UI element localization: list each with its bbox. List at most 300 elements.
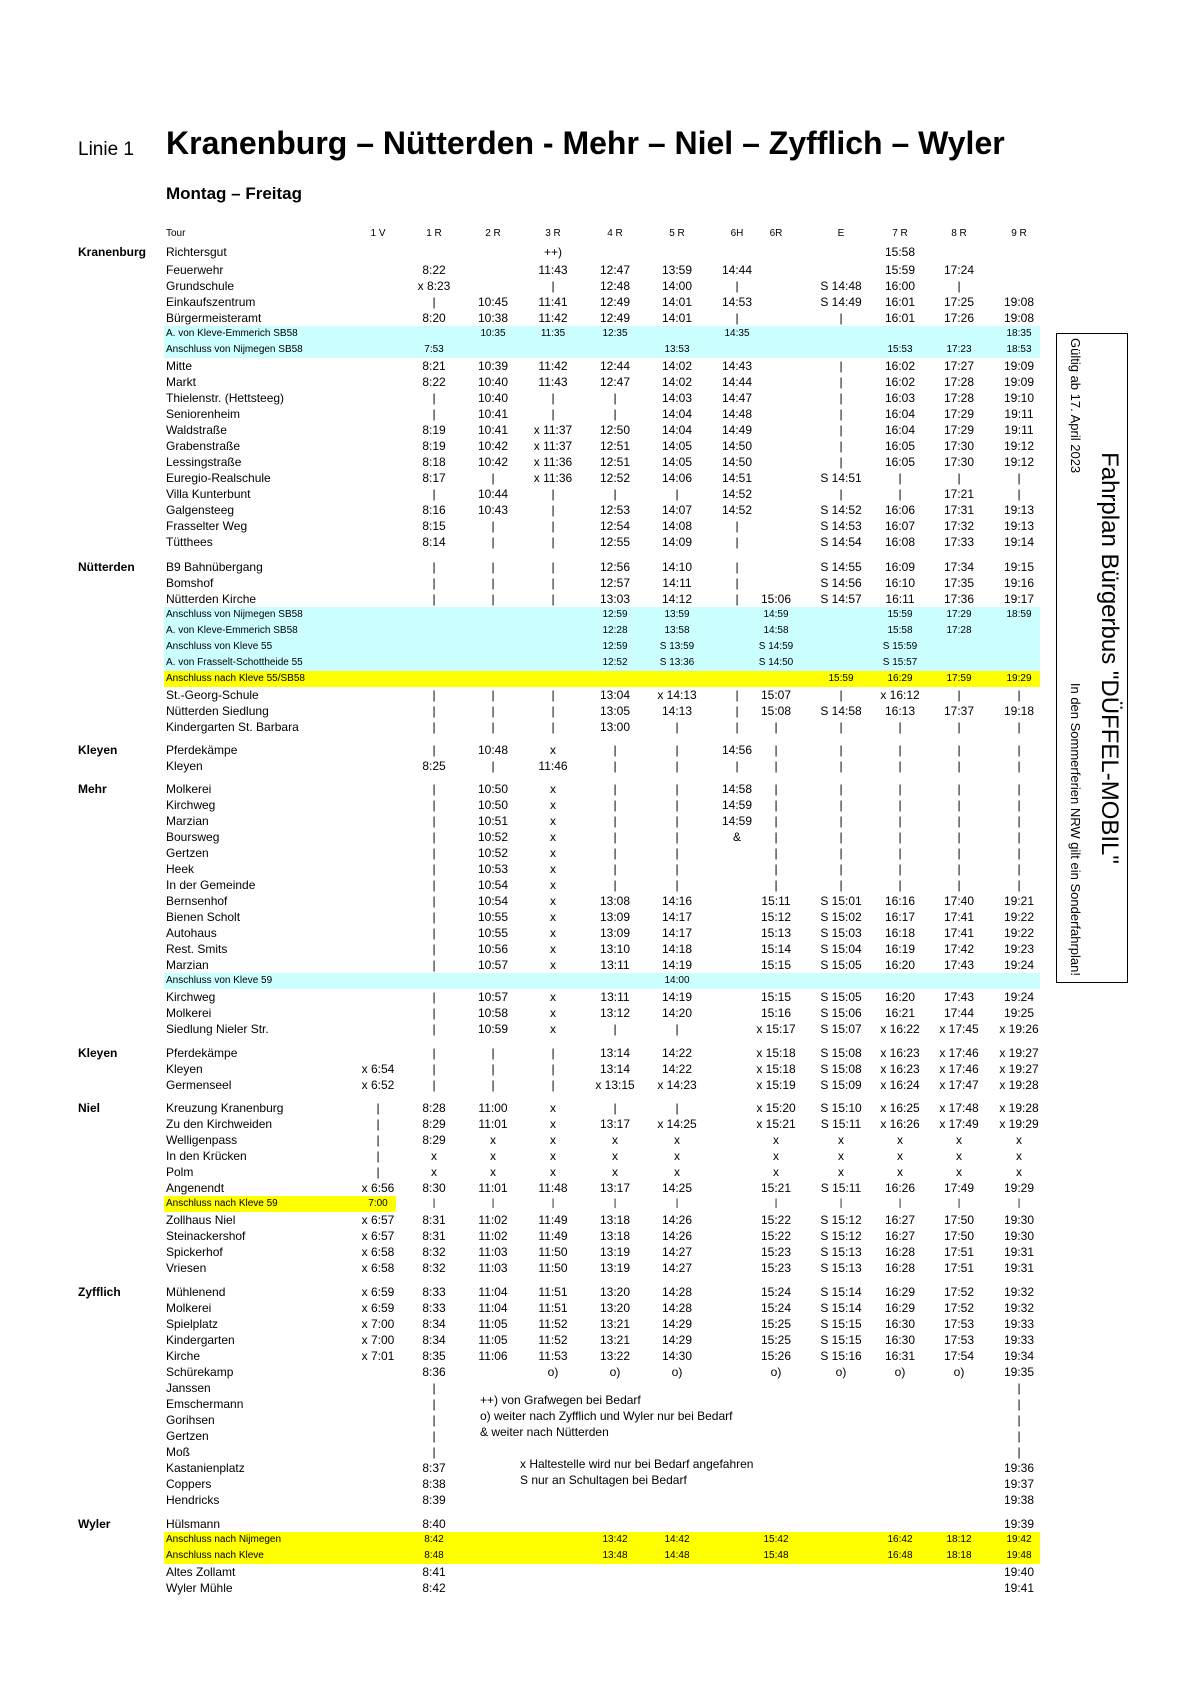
time-cell: 8:42	[422, 1581, 446, 1595]
time-cell: 16:29	[887, 673, 913, 684]
stop-name: Euregio-Realschule	[166, 471, 271, 485]
time-cell: S 15:05	[820, 958, 862, 972]
time-cell: |	[613, 862, 617, 876]
time-cell: |	[491, 1062, 495, 1076]
time-cell: S 15:13	[820, 1261, 862, 1275]
time-cell: |	[432, 926, 436, 940]
time-cell: 17:50	[943, 1213, 975, 1227]
timetable-row	[0, 1132, 1060, 1148]
time-cell: 13:53	[664, 344, 690, 355]
time-cell: 13:10	[599, 942, 631, 956]
time-cell: 8:17	[422, 471, 446, 485]
time-cell: 16:02	[884, 359, 916, 373]
time-cell: 19:17	[1003, 592, 1035, 606]
time-cell: 14:10	[661, 560, 693, 574]
time-cell: |	[551, 1078, 555, 1092]
time-cell: 14:04	[661, 423, 693, 437]
time-cell: 10:45	[477, 295, 509, 309]
time-cell: 12:59	[602, 609, 628, 620]
time-cell: |	[551, 560, 555, 574]
time-cell: |	[551, 391, 555, 405]
stop-name: Anschluss nach Kleve 55/SB58	[166, 673, 305, 684]
time-cell: 13:21	[599, 1317, 631, 1331]
stop-name: Kastanienplatz	[166, 1461, 245, 1475]
time-cell: |	[551, 487, 555, 501]
stop-name: Gertzen	[166, 846, 209, 860]
timetable-row	[0, 607, 1060, 623]
time-cell: S 15:05	[820, 990, 862, 1004]
time-cell: 18:53	[1006, 344, 1032, 355]
time-cell: 19:32	[1003, 1285, 1035, 1299]
time-cell: 14:09	[661, 535, 693, 549]
time-cell: |	[898, 487, 902, 501]
time-cell: |	[551, 576, 555, 590]
side-box-title: Fahrplan Bürgerbus "DÜFFEL-MOBIL"	[1096, 452, 1123, 864]
valid-from-note: Gültig ab 17. April 2023	[1068, 338, 1083, 474]
time-cell: 14:47	[721, 391, 753, 405]
time-cell: |	[491, 471, 495, 485]
time-cell: |	[774, 830, 778, 844]
time-cell: x	[550, 958, 556, 972]
time-cell: |	[432, 704, 436, 718]
time-cell: 19:08	[1003, 295, 1035, 309]
stop-name: Waldstraße	[166, 423, 227, 437]
time-cell: x 11:36	[533, 471, 573, 485]
time-cell: |	[675, 782, 679, 796]
time-cell: 14:13	[661, 704, 693, 718]
time-cell: S 15:12	[820, 1213, 862, 1227]
time-cell: x 6:59	[361, 1301, 395, 1315]
time-cell: 8:20	[422, 311, 446, 325]
time-cell: 11:53	[538, 1349, 568, 1363]
time-cell: 19:14	[1003, 535, 1035, 549]
time-cell: 8:14	[422, 535, 446, 549]
time-cell: 15:58	[887, 625, 913, 636]
timetable-row	[0, 1180, 1060, 1196]
time-cell: 10:44	[477, 487, 509, 501]
time-cell: 14:53	[721, 295, 753, 309]
time-cell: 19:33	[1003, 1317, 1035, 1331]
time-cell: x	[550, 1117, 556, 1131]
time-cell: 19:35	[1003, 1365, 1035, 1379]
time-cell: 15:53	[887, 344, 913, 355]
timetable-row	[0, 1580, 1060, 1596]
time-cell: |	[957, 862, 961, 876]
time-cell: 12:54	[599, 519, 631, 533]
timetable-row	[0, 1196, 1060, 1212]
time-cell: x	[612, 1165, 618, 1179]
time-cell: 13:17	[599, 1181, 631, 1195]
time-cell: 10:35	[480, 328, 506, 339]
timetable-row	[0, 326, 1060, 342]
time-cell: |	[432, 1429, 436, 1443]
time-cell: 11:06	[478, 1349, 508, 1363]
stop-name: Mitte	[166, 359, 193, 373]
time-cell: 15:15	[760, 958, 792, 972]
time-cell: 17:33	[943, 535, 975, 549]
time-cell: 16:29	[884, 1285, 916, 1299]
stop-name: Polm	[166, 1165, 194, 1179]
timetable-row	[0, 1564, 1060, 1580]
time-cell: 14:35	[724, 328, 750, 339]
time-cell: |	[432, 743, 436, 757]
time-cell: |	[839, 359, 843, 373]
time-cell: 17:42	[943, 942, 975, 956]
time-cell: x 16:26	[880, 1117, 920, 1131]
stop-name: Hendricks	[166, 1493, 220, 1507]
time-cell: x	[550, 798, 556, 812]
timetable-row	[0, 1005, 1060, 1021]
time-cell: S 15:02	[820, 910, 862, 924]
time-cell: 8:34	[422, 1317, 446, 1331]
time-cell: 16:03	[884, 391, 916, 405]
time-cell: 13:20	[599, 1301, 631, 1315]
time-cell: 17:32	[943, 519, 975, 533]
timetable-row	[0, 687, 1060, 703]
time-cell: 11:50	[538, 1261, 568, 1275]
time-cell: S 14:57	[820, 592, 862, 606]
time-cell: 16:13	[884, 704, 916, 718]
time-cell: |	[432, 1381, 436, 1395]
time-cell: 17:31	[943, 503, 975, 517]
time-cell: 12:52	[602, 657, 628, 668]
time-cell: 17:51	[943, 1261, 975, 1275]
time-cell: |	[774, 782, 778, 796]
time-cell: o)	[953, 1365, 965, 1379]
time-cell: |	[491, 535, 495, 549]
time-cell: |	[774, 720, 778, 734]
time-cell: x 19:28	[999, 1078, 1039, 1092]
time-cell: |	[432, 560, 436, 574]
time-cell: 14:29	[661, 1317, 693, 1331]
time-cell: 13:58	[664, 625, 690, 636]
time-cell: |	[735, 592, 739, 606]
time-cell: 11:50	[538, 1245, 568, 1259]
time-cell: |	[1017, 846, 1021, 860]
time-cell: 19:22	[1003, 926, 1035, 940]
timetable-row	[0, 1100, 1060, 1116]
time-cell: x	[550, 1022, 556, 1036]
time-cell: x 7:00	[361, 1317, 395, 1331]
time-cell: 10:54	[477, 894, 509, 908]
time-cell: |	[735, 576, 739, 590]
time-cell: 8:15	[422, 519, 446, 533]
time-cell: |	[376, 1133, 380, 1147]
time-cell: 17:30	[943, 439, 975, 453]
time-cell: |	[839, 1198, 843, 1209]
stop-name: Anschluss nach Kleve 59	[166, 1198, 278, 1209]
time-cell: x	[550, 1165, 556, 1179]
time-cell: 10:50	[477, 798, 509, 812]
line-number: Linie 1	[78, 139, 134, 160]
time-cell: S 14:51	[820, 471, 862, 485]
time-cell: 10:41	[477, 423, 509, 437]
time-cell: 19:09	[1003, 359, 1035, 373]
stop-name: Schürekamp	[166, 1365, 234, 1379]
time-cell: 11:01	[478, 1181, 508, 1195]
time-cell: |	[491, 519, 495, 533]
time-cell: x 16:25	[880, 1101, 920, 1115]
time-cell: 18:35	[1006, 328, 1032, 339]
time-cell: ++)	[543, 245, 563, 259]
timetable-row	[0, 422, 1060, 438]
time-cell: 16:42	[887, 1534, 913, 1545]
time-cell: |	[1017, 471, 1021, 485]
stop-name: In der Gemeinde	[166, 878, 256, 892]
time-cell: x	[674, 1165, 680, 1179]
timetable-row	[0, 262, 1060, 278]
time-cell: |	[839, 830, 843, 844]
note-grafwegen: ++) von Grafwegen bei Bedarf	[480, 1393, 641, 1407]
time-cell: 19:15	[1003, 560, 1035, 574]
time-cell: S 15:10	[820, 1101, 862, 1115]
timetable-header-row	[0, 226, 1060, 242]
timetable-row	[0, 1364, 1060, 1380]
time-cell: |	[735, 688, 739, 702]
time-cell: 14:59	[721, 798, 753, 812]
time-cell: |	[735, 704, 739, 718]
time-cell: 11:04	[478, 1301, 508, 1315]
time-cell: 16:04	[884, 407, 916, 421]
stop-name: Nütterden Kirche	[166, 592, 257, 606]
stop-name: Hülsmann	[166, 1517, 221, 1531]
time-cell: 7:53	[424, 344, 444, 355]
stop-name: Zollhaus Niel	[166, 1213, 236, 1227]
time-cell: 11:01	[478, 1117, 508, 1131]
time-cell: S 15:08	[820, 1046, 862, 1060]
time-cell: |	[957, 279, 961, 293]
time-cell: 17:41	[943, 910, 975, 924]
time-cell: 8:34	[422, 1333, 446, 1347]
time-cell: S 15:59	[882, 641, 918, 652]
time-cell: 11:52	[538, 1317, 568, 1331]
time-cell: 8:32	[422, 1261, 446, 1275]
time-cell: 16:11	[885, 592, 915, 606]
time-cell: |	[613, 391, 617, 405]
time-cell: x	[550, 878, 556, 892]
stop-name: A. von Kleve-Emmerich SB58	[166, 625, 298, 636]
time-cell: 15:26	[760, 1349, 792, 1363]
time-cell: |	[432, 487, 436, 501]
time-cell: |	[613, 407, 617, 421]
time-cell: x 17:46	[939, 1062, 979, 1076]
time-cell: 16:01	[884, 311, 916, 325]
time-cell: 17:25	[943, 295, 975, 309]
place-group-label: Kranenburg	[78, 245, 147, 259]
timetable-row	[0, 374, 1060, 390]
note-nuetterden: & weiter nach Nütterden	[480, 1425, 609, 1439]
time-cell: 17:24	[943, 263, 975, 277]
stop-name: Welligenpass	[166, 1133, 238, 1147]
timetable-row	[0, 973, 1060, 989]
time-cell: x 11:37	[533, 439, 573, 453]
time-cell: 12:50	[599, 423, 631, 437]
timetable-row	[0, 1260, 1060, 1276]
time-cell: x	[550, 743, 556, 757]
time-cell: 15:58	[884, 245, 916, 259]
time-cell: 11:52	[538, 1333, 568, 1347]
timetable-row	[0, 1164, 1060, 1180]
time-cell: |	[376, 1165, 380, 1179]
time-cell: 13:22	[599, 1349, 631, 1363]
time-cell: x	[550, 942, 556, 956]
stop-name: Kirchweg	[166, 990, 216, 1004]
time-cell: |	[551, 688, 555, 702]
time-cell: 13:59	[664, 609, 690, 620]
time-cell: 14:01	[661, 311, 693, 325]
tour-label: Tour	[166, 228, 186, 239]
stop-name: Molkerei	[166, 782, 212, 796]
time-cell: 11:05	[478, 1317, 508, 1331]
time-cell: o)	[835, 1365, 847, 1379]
time-cell: |	[735, 535, 739, 549]
time-cell: 14:20	[661, 1006, 693, 1020]
time-cell: |	[432, 846, 436, 860]
time-cell: x	[550, 990, 556, 1004]
time-cell: 12:49	[599, 295, 631, 309]
timetable-row	[0, 623, 1060, 639]
stop-name: Anschluss nach Kleve	[166, 1550, 264, 1561]
time-cell: x 14:23	[657, 1078, 697, 1092]
time-cell: |	[613, 846, 617, 860]
time-cell: 17:28	[943, 391, 975, 405]
time-cell: 17:27	[943, 359, 975, 373]
time-cell: 14:17	[661, 926, 693, 940]
time-cell: 14:59	[721, 814, 753, 828]
time-cell: S 15:13	[820, 1245, 862, 1259]
time-cell: x	[550, 846, 556, 860]
stop-name: Molkerei	[166, 1301, 212, 1315]
time-cell: 13:18	[599, 1213, 631, 1227]
stop-name: Marzian	[166, 958, 209, 972]
time-cell: 13:18	[599, 1229, 631, 1243]
time-cell: |	[898, 471, 902, 485]
time-cell: 16:02	[884, 375, 916, 389]
time-cell: 11:43	[538, 263, 568, 277]
tour-column-header: 5 R	[669, 228, 685, 239]
time-cell: 14:11	[662, 576, 692, 590]
time-cell: S 15:57	[882, 657, 918, 668]
timetable-row	[0, 829, 1060, 845]
time-cell: 17:26	[943, 311, 975, 325]
time-cell: |	[898, 759, 902, 773]
time-cell: 10:40	[477, 391, 509, 405]
time-cell: 19:10	[1003, 391, 1035, 405]
timetable-row	[0, 671, 1060, 687]
time-cell: 10:52	[477, 846, 509, 860]
time-cell: |	[432, 720, 436, 734]
time-cell: |	[957, 720, 961, 734]
time-cell: |	[432, 688, 436, 702]
time-cell: |	[839, 391, 843, 405]
time-cell: 19:11	[1004, 407, 1034, 421]
stop-name: Heek	[166, 862, 195, 876]
time-cell: 10:42	[477, 455, 509, 469]
time-cell: 12:57	[599, 576, 631, 590]
time-cell: o)	[547, 1365, 559, 1379]
tour-column-header: 1 V	[370, 228, 386, 239]
time-cell: 11:02	[478, 1213, 508, 1227]
time-cell: |	[432, 942, 436, 956]
time-cell: |	[898, 878, 902, 892]
time-cell: 11:51	[538, 1301, 568, 1315]
time-cell: 13:19	[599, 1245, 631, 1259]
time-cell: 16:31	[884, 1349, 916, 1363]
time-cell: |	[839, 862, 843, 876]
time-cell: 13:48	[602, 1550, 628, 1561]
time-cell: 15:15	[760, 990, 792, 1004]
time-cell: S 15:03	[820, 926, 862, 940]
time-cell: 12:59	[602, 641, 628, 652]
time-cell: 16:26	[884, 1181, 916, 1195]
timetable-row	[0, 1532, 1060, 1548]
time-cell: |	[491, 1046, 495, 1060]
time-cell: 16:27	[884, 1229, 916, 1243]
stop-name: Grundschule	[166, 279, 235, 293]
time-cell: |	[898, 1198, 902, 1209]
time-cell: S 15:14	[820, 1301, 862, 1315]
time-cell: x	[431, 1165, 437, 1179]
time-cell: 8:35	[422, 1349, 446, 1363]
time-cell: 14:28	[661, 1301, 693, 1315]
time-cell: 10:39	[477, 359, 509, 373]
time-cell: |	[1017, 1413, 1021, 1427]
time-cell: |	[774, 862, 778, 876]
stop-name: Seniorenheim	[166, 407, 241, 421]
time-cell: x 15:21	[756, 1117, 796, 1131]
time-cell: 8:28	[422, 1101, 446, 1115]
time-cell: x	[550, 894, 556, 908]
timetable-row	[0, 845, 1060, 861]
time-cell: x 7:01	[361, 1349, 395, 1363]
time-cell: x 6:56	[361, 1181, 395, 1195]
time-cell: |	[774, 743, 778, 757]
time-cell: |	[957, 830, 961, 844]
time-cell: 15:59	[828, 673, 854, 684]
stop-name: Janssen	[166, 1381, 211, 1395]
time-cell: 17:50	[943, 1229, 975, 1243]
stop-name: Gorihsen	[166, 1413, 215, 1427]
time-cell: S 15:06	[820, 1006, 862, 1020]
time-cell: 8:31	[422, 1229, 446, 1243]
time-cell: 19:36	[1003, 1461, 1035, 1475]
time-cell: o)	[671, 1365, 683, 1379]
time-cell: x	[773, 1149, 779, 1163]
time-cell: 15:25	[760, 1317, 792, 1331]
time-cell: 14:18	[661, 942, 693, 956]
time-cell: |	[613, 814, 617, 828]
time-cell: 14:07	[661, 503, 693, 517]
time-cell: 16:05	[884, 455, 916, 469]
time-cell: 11:49	[538, 1213, 568, 1227]
time-cell: |	[839, 423, 843, 437]
time-cell: |	[957, 688, 961, 702]
timetable-row	[0, 438, 1060, 454]
time-cell: S 14:58	[820, 704, 862, 718]
time-cell: x 15:19	[756, 1078, 796, 1092]
time-cell: 19:25	[1003, 1006, 1035, 1020]
time-cell: 15:16	[760, 1006, 792, 1020]
time-cell: 19:16	[1003, 576, 1035, 590]
time-cell: x 17:47	[939, 1078, 979, 1092]
time-cell: 8:48	[424, 1550, 444, 1561]
stop-name: Feuerwehr	[166, 263, 224, 277]
time-cell: |	[675, 1101, 679, 1115]
time-cell: |	[839, 455, 843, 469]
stop-name: Steinackershof	[166, 1229, 246, 1243]
timetable-row	[0, 390, 1060, 406]
time-cell: 16:16	[884, 894, 916, 908]
